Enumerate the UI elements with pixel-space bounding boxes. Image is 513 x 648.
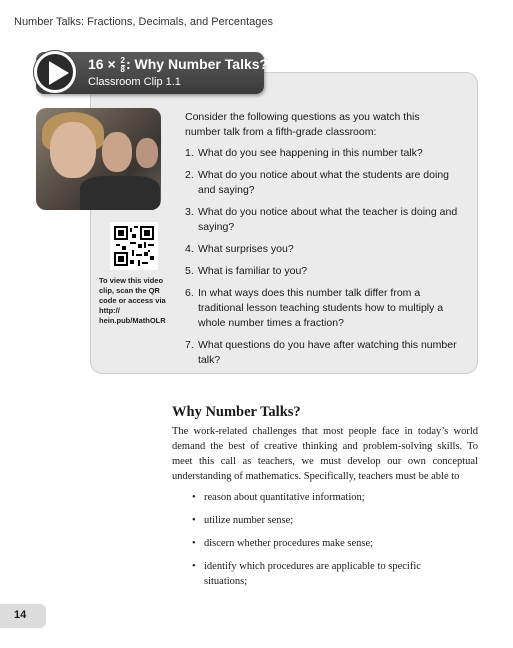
qr-caption: To view this video clip, scan the QR code or access via http:// hein.pub/MathOLR xyxy=(99,276,166,325)
page-number: 14 xyxy=(0,604,46,628)
clip-intro: Consider the following questions as you watch this number talk from a fifth-grade classroom: xyxy=(185,111,420,138)
question-item: 7. What questions do you have after watching this number talk? xyxy=(185,339,457,366)
question-item: 4. What surprises you? xyxy=(185,243,294,255)
bullet-item: • reason about quantitative information; xyxy=(192,490,432,505)
clip-title-suffix: : Why Number Talks? xyxy=(125,56,269,72)
clip-banner[interactable] xyxy=(36,52,269,94)
question-item: 3. What do you notice about what the teacher is doing and saying? xyxy=(185,206,458,233)
bullet-list xyxy=(192,490,432,597)
bullet-item: • identify which procedures are applicable to specific situations; xyxy=(192,559,432,589)
body-paragraph: The work-related challenges that most people face in today’s world demand the best of creative thinking and problem-solving skills. To meet this call as teachers, we must develop our own conceptual understanding of mathematics. Specifically, teachers must be able to xyxy=(172,426,478,482)
clip-title xyxy=(88,56,268,74)
question-item: 1. What do you see happening in this number talk? xyxy=(185,147,423,159)
clip-subtitle: Classroom Clip 1.1 xyxy=(88,76,181,88)
question-item: 6. In what ways does this number talk differ from a traditional lesson teaching students how to multiply a whole number times a fraction? xyxy=(185,287,444,329)
question-list xyxy=(185,146,465,375)
bullet-item: • discern whether procedures make sense; xyxy=(192,536,432,551)
fraction-denominator: 8 xyxy=(120,64,125,74)
question-item: 5. What is familiar to you? xyxy=(185,265,308,277)
qr-code[interactable] xyxy=(110,222,158,270)
question-item: 2. What do you notice about what the students are doing and saying? xyxy=(185,169,450,196)
section-heading: Why Number Talks? xyxy=(172,404,301,420)
running-head: Number Talks: Fractions, Decimals, and Percentages xyxy=(14,16,274,28)
play-button[interactable] xyxy=(34,51,76,93)
bullet-item: • utilize number sense; xyxy=(192,513,432,528)
clip-title-prefix: 16 × xyxy=(88,56,116,72)
fraction-numerator: 2 xyxy=(120,55,125,65)
classroom-photo xyxy=(36,108,161,210)
clip-title-fraction xyxy=(121,57,125,74)
play-icon xyxy=(46,61,70,85)
